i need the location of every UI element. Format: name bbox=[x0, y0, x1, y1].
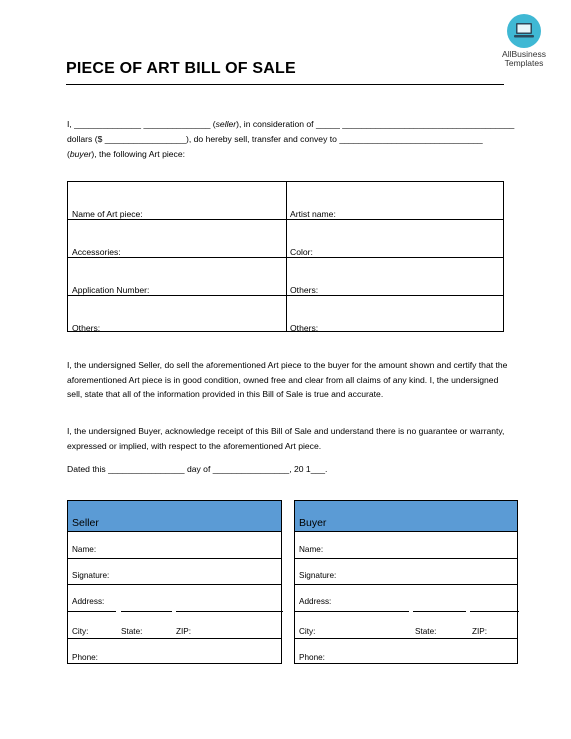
buyer-address-label: Address: bbox=[299, 597, 332, 606]
intro-buyer-word: buyer bbox=[69, 149, 92, 159]
dated-line: Dated this ________________ day of ________________, 20 1___. bbox=[67, 464, 328, 474]
buyer-phone-label: Phone: bbox=[299, 653, 325, 662]
document-title: PIECE OF ART BILL OF SALE bbox=[66, 60, 296, 77]
seller-signature-label: Signature: bbox=[72, 571, 110, 580]
others-label-3: Others: bbox=[290, 323, 319, 333]
intro-line-3: (buyer), the following Art piece: bbox=[67, 149, 185, 159]
accessories-label: Accessories: bbox=[72, 247, 121, 257]
buyer-zip-label: ZIP: bbox=[472, 627, 488, 636]
intro-following: ), the following Art piece: bbox=[91, 149, 185, 159]
buyer-header bbox=[295, 501, 517, 532]
buyer-statement: I, the undersigned Buyer, acknowledge receipt of this Bill of Sale and understand there is no guarantee or warranty, expressed or implied, with respect to the aforementioned Art piece. bbox=[67, 426, 505, 451]
intro-line-2: dollars ($ _________________), do hereby sell, transfer and convey to ______________________________ bbox=[67, 134, 483, 144]
seller-city-label: City: bbox=[72, 627, 89, 636]
seller-statement: I, the undersigned Seller, do sell the aforementioned Art piece to the buyer for the amount shown and certify that the aforementioned Art piece is in good condition, owned free and clear from all claims of any kind. I, the undersigned sell, state that all of the information provided in this Bill of Sale is true and accurate. bbox=[67, 360, 508, 399]
seller-zip-label: ZIP: bbox=[176, 627, 192, 636]
art-piece-table bbox=[67, 181, 504, 332]
others-label-1: Others: bbox=[290, 285, 319, 295]
seller-box bbox=[67, 500, 282, 664]
buyer-name-label: Name: bbox=[299, 545, 324, 554]
seller-address-label: Address: bbox=[72, 597, 105, 606]
art-name-label: Name of Art piece: bbox=[72, 209, 143, 219]
others-label-2: Others: bbox=[72, 323, 101, 333]
seller-phone-label: Phone: bbox=[72, 653, 98, 662]
buyer-city-label: City: bbox=[299, 627, 316, 636]
seller-name-label: Name: bbox=[72, 545, 97, 554]
logo-line-1: AllBusiness bbox=[502, 49, 546, 59]
buyer-state-label: State: bbox=[415, 627, 437, 636]
laptop-icon bbox=[507, 14, 541, 48]
application-number-label: Application Number: bbox=[72, 285, 150, 295]
intro-seller-prefix: I, ______________ ______________ ( bbox=[67, 119, 216, 129]
logo-line-2: Templates bbox=[504, 58, 544, 68]
title-divider bbox=[66, 84, 504, 85]
seller-header bbox=[68, 501, 281, 532]
artist-name-label: Artist name: bbox=[290, 209, 336, 219]
intro-seller-word: seller bbox=[215, 119, 237, 129]
logo-text bbox=[492, 50, 556, 68]
seller-heading: Seller bbox=[72, 517, 99, 529]
allbusiness-logo bbox=[492, 14, 556, 68]
intro-line-1 bbox=[67, 117, 514, 131]
intro-consideration: ), in consideration of _____ ____________________________________ bbox=[236, 119, 515, 129]
seller-state-label: State: bbox=[121, 627, 143, 636]
color-label: Color: bbox=[290, 247, 313, 257]
buyer-box bbox=[294, 500, 518, 664]
buyer-signature-label: Signature: bbox=[299, 571, 337, 580]
buyer-heading: Buyer bbox=[299, 517, 327, 529]
